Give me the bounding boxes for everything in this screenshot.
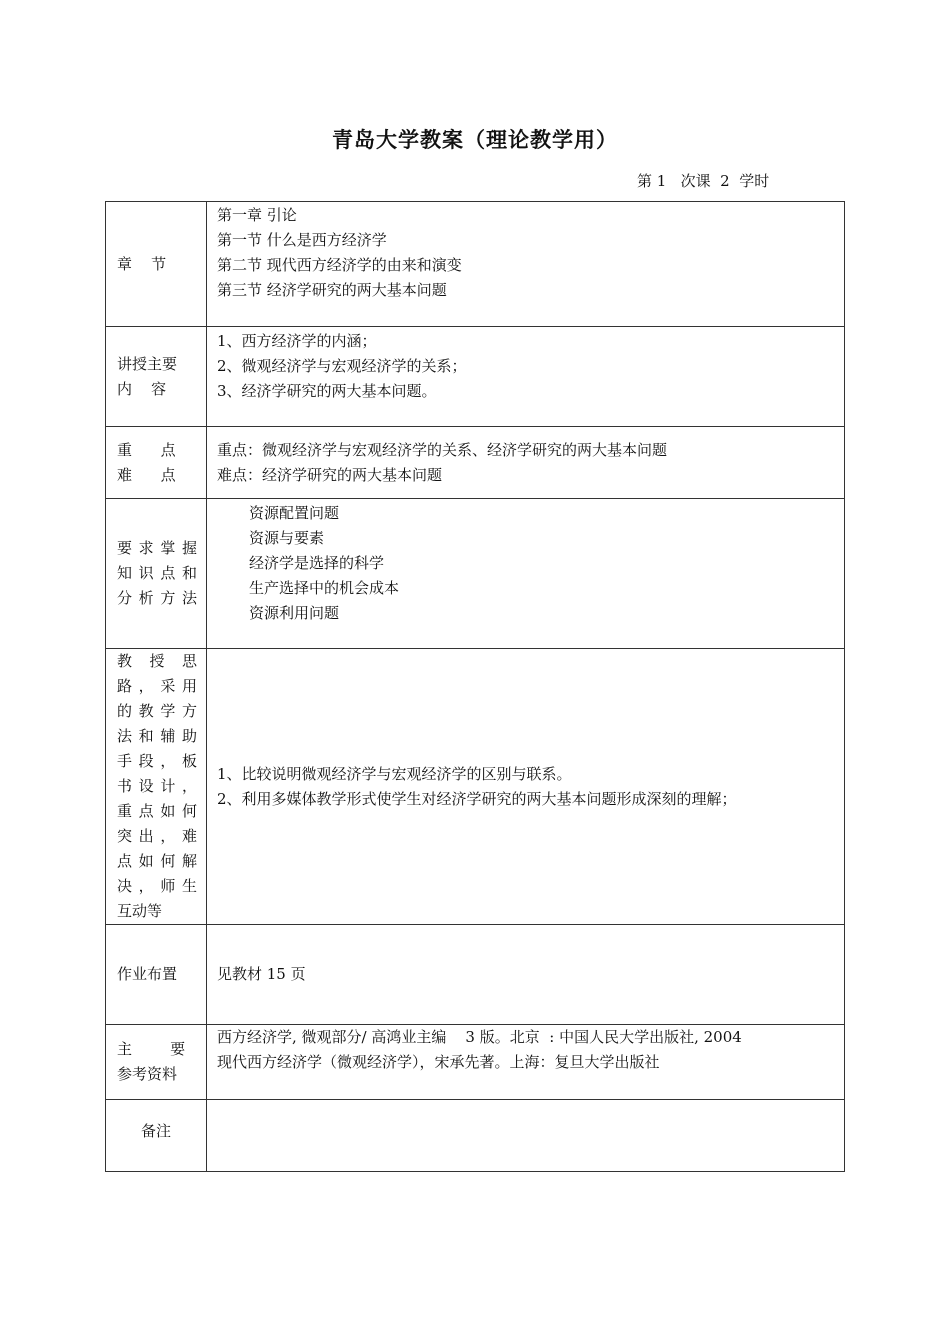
knowledge-label-cell: [106, 499, 207, 649]
main-content-line: 3、经济学研究的两大基本问题。: [217, 382, 437, 400]
row-teaching: [106, 649, 845, 925]
chapter-label: 章 节: [117, 254, 167, 273]
row-homework: [106, 925, 845, 1025]
reference-item: 西方经济学, 微观部分/ 高鸿业主编 3 版。北京 : 中国人民大学出版社, 2004: [217, 1028, 742, 1046]
difficulty-label: 难 点: [117, 465, 176, 484]
key-points-label-cell: [106, 427, 207, 499]
page-title: 青岛大学教案（理论教学用）: [332, 128, 618, 152]
knowledge-label: 要求掌握: [117, 539, 197, 557]
teaching-line: 2、利用多媒体教学形式使学生对经济学研究的两大基本问题形成深刻的理解；: [217, 789, 737, 808]
teaching-label: 点如何解: [117, 852, 197, 870]
knowledge-item: 生产选择中的机会成本: [249, 579, 400, 597]
chapter-line: 第一章 引论: [217, 206, 297, 224]
lesson-plan-table: [105, 201, 845, 1172]
knowledge-item: 经济学是选择的科学: [249, 554, 385, 572]
knowledge-item: 资源利用问题: [249, 604, 340, 622]
references-label-cell: [106, 1025, 207, 1100]
teaching-label: 法和辅助: [117, 727, 197, 745]
main-content-line: 1、西方经济学的内涵；: [217, 332, 377, 350]
homework-text: 见教材 15 页: [217, 965, 306, 983]
row-key-points: [106, 427, 845, 499]
key-point-label: 重 点: [117, 440, 176, 459]
chapter-line: 第三节 经济学研究的两大基本问题: [217, 281, 447, 299]
chapter-content-cell: [207, 202, 845, 327]
row-notes: [106, 1100, 845, 1172]
knowledge-label: 知识点和: [117, 564, 197, 582]
notes-label: 备注: [140, 1122, 171, 1140]
knowledge-item: 资源配置问题: [249, 504, 340, 522]
main-content-cell: [207, 327, 845, 427]
notes-label-cell: [106, 1100, 207, 1172]
knowledge-item: 资源与要素: [249, 529, 325, 547]
teaching-label: 路，采用: [117, 677, 197, 695]
knowledge-label: 分析方法: [117, 589, 197, 607]
row-main-content: [106, 327, 845, 427]
teaching-label: 手段，板: [117, 752, 197, 770]
session-hours: 第 1 次课 2 学时: [637, 172, 770, 190]
references-cell: [207, 1025, 845, 1100]
chapter-line: 第二节 现代西方经济学的由来和演变: [217, 256, 462, 274]
main-content-label-cell: [106, 327, 207, 427]
main-content-label: 内 容: [117, 379, 167, 398]
reference-item: 现代西方经济学（微观经济学），宋承先著。上海：复旦大学出版社: [217, 1053, 660, 1071]
references-label: 主 要: [117, 1040, 186, 1058]
teaching-line: 1、比较说明微观经济学与宏观经济学的区别与联系。: [217, 764, 572, 783]
chapter-label-cell: [106, 202, 207, 327]
teaching-label: 的教学方: [117, 702, 197, 720]
teaching-cell: [207, 649, 845, 925]
row-knowledge: [106, 499, 845, 649]
difficulty-text: 难点：经济学研究的两大基本问题: [217, 465, 443, 484]
key-point-text: 重点：微观经济学与宏观经济学的关系、经济学研究的两大基本问题: [217, 440, 668, 459]
teaching-label-cell: [106, 649, 207, 925]
teaching-label: 突出，难: [117, 827, 197, 845]
key-points-cell: [207, 427, 845, 499]
homework-label-cell: [106, 925, 207, 1025]
knowledge-cell: [207, 499, 845, 649]
teaching-label: 决，师生: [117, 877, 197, 895]
row-references: [106, 1025, 845, 1100]
homework-cell: [207, 925, 845, 1025]
notes-cell: [207, 1100, 845, 1172]
homework-label: 作业布置: [117, 965, 178, 983]
teaching-label: 书设计，: [117, 777, 197, 795]
row-chapter: [106, 202, 845, 327]
teaching-label: 重点如何: [117, 802, 197, 820]
teaching-label: 教授思: [117, 652, 197, 670]
chapter-line: 第一节 什么是西方经济学: [217, 231, 387, 249]
references-label: 参考资料: [117, 1065, 178, 1083]
teaching-label: 互动等: [117, 902, 163, 920]
main-content-line: 2、微观经济学与宏观经济学的关系；: [217, 357, 467, 375]
main-content-label: 讲授主要: [117, 354, 178, 373]
